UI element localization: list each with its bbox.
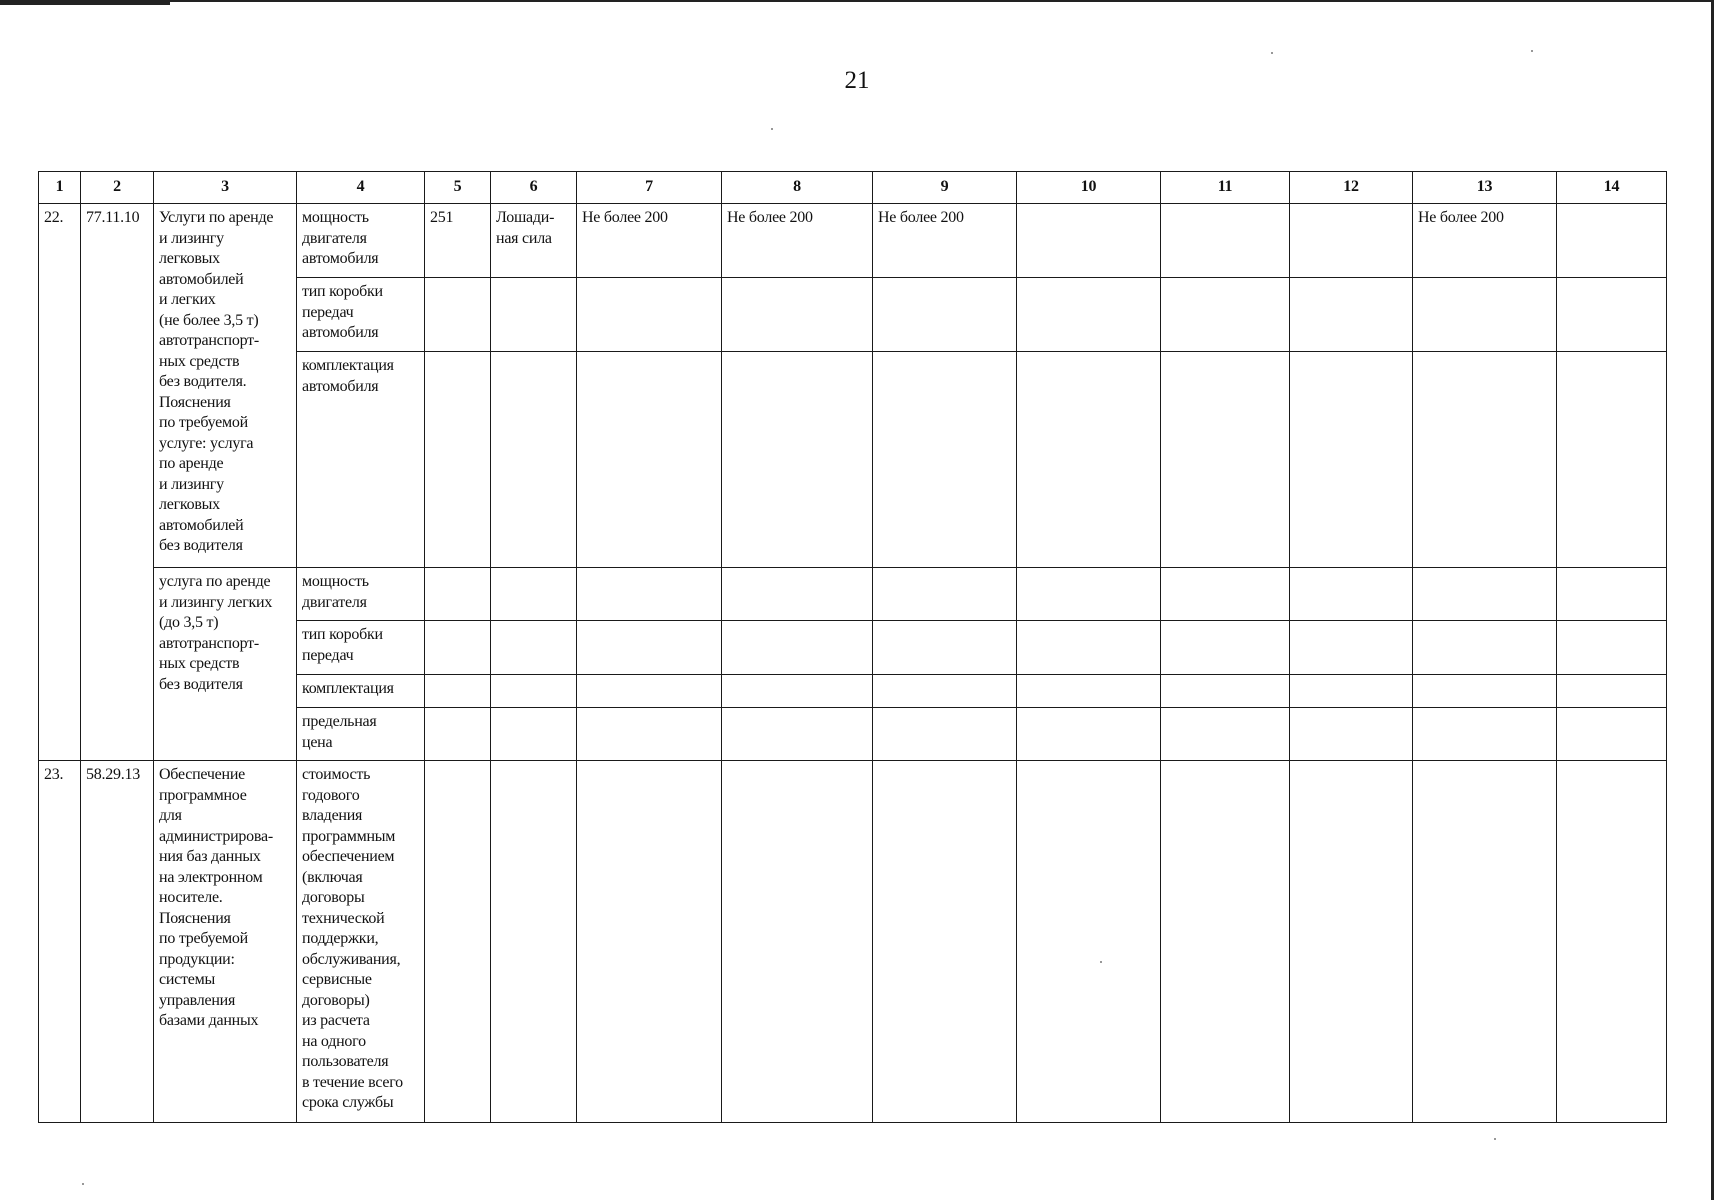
value-cell bbox=[1290, 568, 1413, 621]
okpd-code-cell: 77.11.10 bbox=[81, 204, 154, 761]
description-cell: Обеспечение программное для администрирова- ния баз данных на электронном носителе. Пояснения по требуемой продукции: системы управления базами данных bbox=[154, 761, 297, 1123]
okei-code-cell bbox=[425, 761, 491, 1123]
value-cell bbox=[1413, 675, 1557, 708]
okei-code-cell bbox=[425, 278, 491, 352]
scan-top-border-mark bbox=[0, 0, 170, 5]
value-cell bbox=[1017, 568, 1161, 621]
unit-name-cell: Лошади- ная сила bbox=[491, 204, 577, 278]
value-cell bbox=[1557, 278, 1667, 352]
scan-speck bbox=[1494, 1138, 1496, 1140]
description-cell: Услуги по аренде и лизингу легковых автомобилей и легких (не более 3,5 т) автотранспорт- ных средств без водителя. Пояснения по требуемой услуге: услуга по аренде и лизингу легковых автомобилей без водителя bbox=[154, 204, 297, 568]
value-cell: Не более 200 bbox=[577, 204, 722, 278]
okei-code-cell bbox=[425, 675, 491, 708]
value-cell bbox=[1161, 278, 1290, 352]
value-cell bbox=[577, 708, 722, 761]
characteristic-name-cell: мощность двигателя автомобиля bbox=[297, 204, 425, 278]
value-cell bbox=[577, 761, 722, 1123]
value-cell bbox=[1557, 708, 1667, 761]
page-number: 21 bbox=[844, 67, 870, 94]
value-cell bbox=[722, 761, 873, 1123]
scan-speck bbox=[1100, 961, 1102, 963]
value-cell bbox=[1413, 761, 1557, 1123]
header-col-14: 14 bbox=[1557, 172, 1667, 204]
header-col-3: 3 bbox=[154, 172, 297, 204]
value-cell bbox=[722, 568, 873, 621]
okei-code-cell bbox=[425, 568, 491, 621]
value-cell bbox=[577, 568, 722, 621]
value-cell bbox=[1017, 621, 1161, 675]
value-cell bbox=[1161, 352, 1290, 568]
table-row bbox=[39, 568, 1667, 621]
characteristic-name-cell: тип коробки передач bbox=[297, 621, 425, 675]
value-cell bbox=[873, 568, 1017, 621]
value-cell bbox=[873, 621, 1017, 675]
table-header-row bbox=[39, 172, 1667, 204]
characteristic-name-cell: предельная цена bbox=[297, 708, 425, 761]
value-cell bbox=[1413, 568, 1557, 621]
value-cell bbox=[722, 278, 873, 352]
value-cell bbox=[1290, 352, 1413, 568]
header-col-9: 9 bbox=[873, 172, 1017, 204]
value-cell: Не более 200 bbox=[873, 204, 1017, 278]
value-cell bbox=[873, 278, 1017, 352]
value-cell bbox=[1557, 204, 1667, 278]
unit-name-cell bbox=[491, 761, 577, 1123]
value-cell bbox=[1290, 621, 1413, 675]
value-cell bbox=[1017, 204, 1161, 278]
value-cell bbox=[1557, 568, 1667, 621]
header-col-8: 8 bbox=[722, 172, 873, 204]
value-cell bbox=[1290, 675, 1413, 708]
header-col-13: 13 bbox=[1413, 172, 1557, 204]
value-cell bbox=[577, 675, 722, 708]
value-cell bbox=[1557, 675, 1667, 708]
value-cell bbox=[722, 621, 873, 675]
value-cell: Не более 200 bbox=[722, 204, 873, 278]
unit-name-cell bbox=[491, 278, 577, 352]
value-cell bbox=[1290, 278, 1413, 352]
header-col-10: 10 bbox=[1017, 172, 1161, 204]
header-col-12: 12 bbox=[1290, 172, 1413, 204]
header-col-7: 7 bbox=[577, 172, 722, 204]
value-cell bbox=[1413, 708, 1557, 761]
unit-name-cell bbox=[491, 352, 577, 568]
value-cell bbox=[1161, 568, 1290, 621]
value-cell bbox=[722, 352, 873, 568]
unit-name-cell bbox=[491, 621, 577, 675]
value-cell bbox=[1290, 761, 1413, 1123]
value-cell bbox=[1290, 204, 1413, 278]
description-cell: услуга по аренде и лизингу легких (до 3,5 т) автотранспорт- ных средств без водителя bbox=[154, 568, 297, 761]
scan-speck bbox=[1271, 52, 1273, 54]
table-row bbox=[39, 204, 1667, 278]
value-cell bbox=[1413, 621, 1557, 675]
value-cell bbox=[1161, 675, 1290, 708]
header-col-6: 6 bbox=[491, 172, 577, 204]
header-col-1: 1 bbox=[39, 172, 81, 204]
value-cell bbox=[577, 352, 722, 568]
characteristic-name-cell: тип коробки передач автомобиля bbox=[297, 278, 425, 352]
value-cell bbox=[873, 761, 1017, 1123]
okei-code-cell bbox=[425, 708, 491, 761]
scan-speck bbox=[1531, 50, 1533, 52]
value-cell bbox=[1557, 352, 1667, 568]
value-cell bbox=[1017, 352, 1161, 568]
header-col-11: 11 bbox=[1161, 172, 1290, 204]
value-cell bbox=[1017, 761, 1161, 1123]
characteristic-name-cell: комплектация bbox=[297, 675, 425, 708]
value-cell bbox=[873, 708, 1017, 761]
value-cell bbox=[1017, 708, 1161, 761]
value-cell bbox=[1161, 204, 1290, 278]
value-cell bbox=[1557, 761, 1667, 1123]
table-row bbox=[39, 761, 1667, 1123]
requirements-table bbox=[38, 171, 1667, 1123]
value-cell: Не более 200 bbox=[1413, 204, 1557, 278]
header-col-5: 5 bbox=[425, 172, 491, 204]
row-number-cell: 23. bbox=[39, 761, 81, 1123]
value-cell bbox=[1017, 675, 1161, 708]
value-cell bbox=[1557, 621, 1667, 675]
okpd-code-cell: 58.29.13 bbox=[81, 761, 154, 1123]
row-number-cell: 22. bbox=[39, 204, 81, 761]
characteristic-name-cell: комплектация автомобиля bbox=[297, 352, 425, 568]
value-cell bbox=[1413, 278, 1557, 352]
scan-speck bbox=[771, 128, 773, 130]
characteristic-name-cell: стоимость годового владения программным обеспечением (включая договоры технической поддержки, обслуживания, сервисные договоры) из расчета на одного пользователя в течение всего срока службы bbox=[297, 761, 425, 1123]
value-cell bbox=[722, 708, 873, 761]
unit-name-cell bbox=[491, 675, 577, 708]
value-cell bbox=[1413, 352, 1557, 568]
scan-top-border bbox=[0, 0, 1714, 2]
value-cell bbox=[577, 278, 722, 352]
header-col-2: 2 bbox=[81, 172, 154, 204]
scan-speck bbox=[82, 1183, 84, 1185]
value-cell bbox=[1161, 761, 1290, 1123]
value-cell bbox=[722, 675, 873, 708]
value-cell bbox=[873, 675, 1017, 708]
value-cell bbox=[1161, 621, 1290, 675]
okei-code-cell: 251 bbox=[425, 204, 491, 278]
value-cell bbox=[1161, 708, 1290, 761]
characteristic-name-cell: мощность двигателя bbox=[297, 568, 425, 621]
unit-name-cell bbox=[491, 568, 577, 621]
header-col-4: 4 bbox=[297, 172, 425, 204]
value-cell bbox=[873, 352, 1017, 568]
value-cell bbox=[1017, 278, 1161, 352]
unit-name-cell bbox=[491, 708, 577, 761]
value-cell bbox=[1290, 708, 1413, 761]
okei-code-cell bbox=[425, 621, 491, 675]
value-cell bbox=[577, 621, 722, 675]
okei-code-cell bbox=[425, 352, 491, 568]
